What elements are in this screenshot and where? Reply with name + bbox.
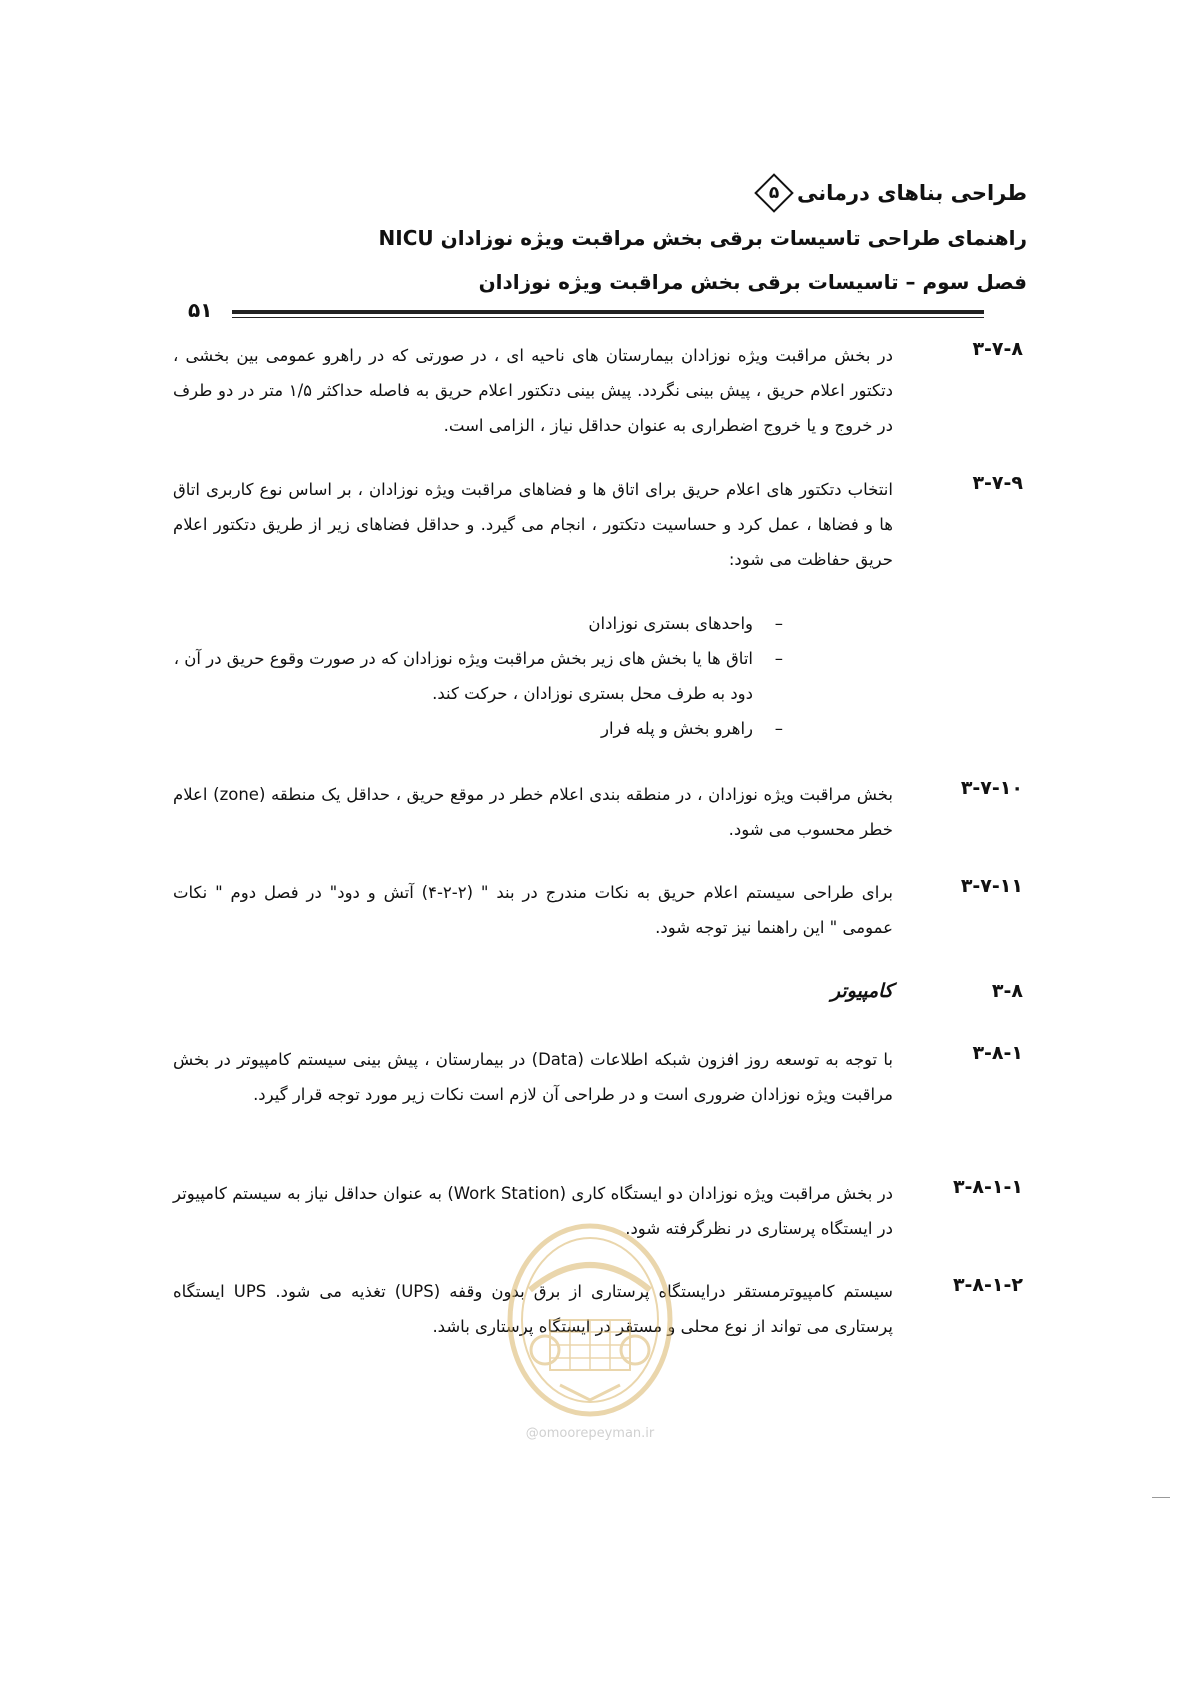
section-text: انتخاب دتکتور های اعلام حریق برای اتاق ها و فضاهای مراقبت ویژه نوزادان ، بر اساس نوع کاربری اتاق ها و فضاها ، عمل کرد و حساسیت دتکتور ، انجام می گیرد. و حداقل فضاهای زیر از طریق دتکتور اعلام حریق حفاظت می شود: bbox=[173, 480, 893, 569]
section-number: ۳-۸-۱-۱ bbox=[952, 1176, 1023, 1198]
list-item-text: راهرو بخش و پله فرار bbox=[601, 719, 753, 738]
section-text: سیستم کامپیوترمستقر درایستگاه پرستاری از برق بدون وقفه (UPS) تغذیه می شود. UPS ایستگاه پرستاری می تواند از نوع محلی و مستقر در ایستگاه پرستاری باشد. bbox=[173, 1282, 894, 1336]
list-item bbox=[173, 711, 783, 746]
section-number: ۳-۸-۱ bbox=[972, 1042, 1023, 1064]
section-3-7-9 bbox=[173, 472, 1023, 742]
list-item bbox=[173, 641, 783, 711]
guide-title: راهنمای طراحی تاسیسات برقی بخش مراقبت ویژه نوزادان NICU bbox=[378, 226, 1027, 250]
list-item-text: واحدهای بستری نوزادان bbox=[588, 614, 753, 633]
section-text: در بخش مراقبت ویژه نوزادان دو ایستگاه کاری (Work Station) به عنوان حداقل نیاز به سیستم کامپیوتر در ایستگاه پرستاری در نظرگرفته شود. bbox=[173, 1184, 894, 1238]
section-3-7-8 bbox=[173, 338, 1023, 448]
header-rule-thin bbox=[232, 317, 984, 318]
chapter-title: فصل سوم – تاسیسات برقی بخش مراقبت ویژه نوزادان bbox=[478, 270, 1027, 294]
section-3-8-heading bbox=[173, 980, 1023, 1016]
section-text: برای طراحی سیستم اعلام حریق به نکات مندرج در بند " (۲-۲-۴) آتش و دود" در فصل دوم " نکات عمومی " این راهنما نیز توجه شود. bbox=[173, 883, 893, 937]
list-item bbox=[173, 606, 783, 641]
section-text: بخش مراقبت ویژه نوزادان ، در منطقه بندی اعلام خطر در موقع حریق ، حداقل یک منطقه (zone) اعلام خطر محسوب می شود. bbox=[173, 785, 893, 839]
header-rule-thick bbox=[232, 310, 984, 314]
section-3-7-10 bbox=[173, 777, 1023, 852]
section-3-8-1 bbox=[173, 1042, 1023, 1152]
section-number: ۳-۷-۹ bbox=[972, 472, 1023, 494]
section-text: با توجه به توسعه روز افزون شبکه اطلاعات (Data) در بیمارستان ، پیش بینی سیستم کامپیوتر در بخش مراقبت ویژه نوزادان ضروری است و در طراحی آن لازم است نکات زیر مورد توجه قرار گیرد. bbox=[173, 1050, 893, 1104]
section-number: ۳-۷-۱۰ bbox=[960, 777, 1023, 799]
page-number: ۵۱ bbox=[188, 298, 213, 322]
section-number: ۳-۷-۸ bbox=[972, 338, 1023, 360]
dash-bullet: – bbox=[774, 719, 783, 738]
dash-bullet: – bbox=[774, 649, 783, 668]
section-3-7-11 bbox=[173, 875, 1023, 950]
dash-bullet: – bbox=[774, 614, 783, 633]
book-title-text: طراحی بناهای درمانی bbox=[797, 181, 1027, 205]
book-title bbox=[227, 178, 1027, 208]
section-number: ۳-۸ bbox=[991, 980, 1023, 1002]
section-heading: کامپیوتر bbox=[830, 980, 893, 1002]
watermark bbox=[500, 1220, 680, 1450]
section-text: در بخش مراقبت ویژه نوزادان بیمارستان های ناحیه ای ، در صورتی که در راهرو عمومی بین بخشی ، دتکتور اعلام حریق ، پیش بینی نگردد. پیش بینی دتکتور اعلام حریق به فاصله حداکثر ۱/۵ متر در دو طرف در خروج و یا خروج اضطراری به عنوان حداقل نیاز ، الزامی است. bbox=[173, 346, 894, 435]
page-edge-mark bbox=[1152, 1497, 1170, 1498]
section-number: ۳-۸-۱-۲ bbox=[952, 1274, 1023, 1296]
seal-logo-icon bbox=[500, 1220, 680, 1420]
volume-number: ۵ bbox=[768, 183, 780, 203]
section-number: ۳-۷-۱۱ bbox=[960, 875, 1023, 897]
bullet-list bbox=[173, 606, 783, 746]
watermark-url: @omoorepeyman.ir bbox=[525, 1426, 655, 1441]
volume-number-diamond bbox=[759, 178, 789, 208]
list-item-text: اتاق ها یا بخش های زیر بخش مراقبت ویژه نوزادان که در صورت وقوع حریق در آن ، دود به طرف محل بستری نوزادان ، حرکت کند. bbox=[173, 649, 753, 703]
